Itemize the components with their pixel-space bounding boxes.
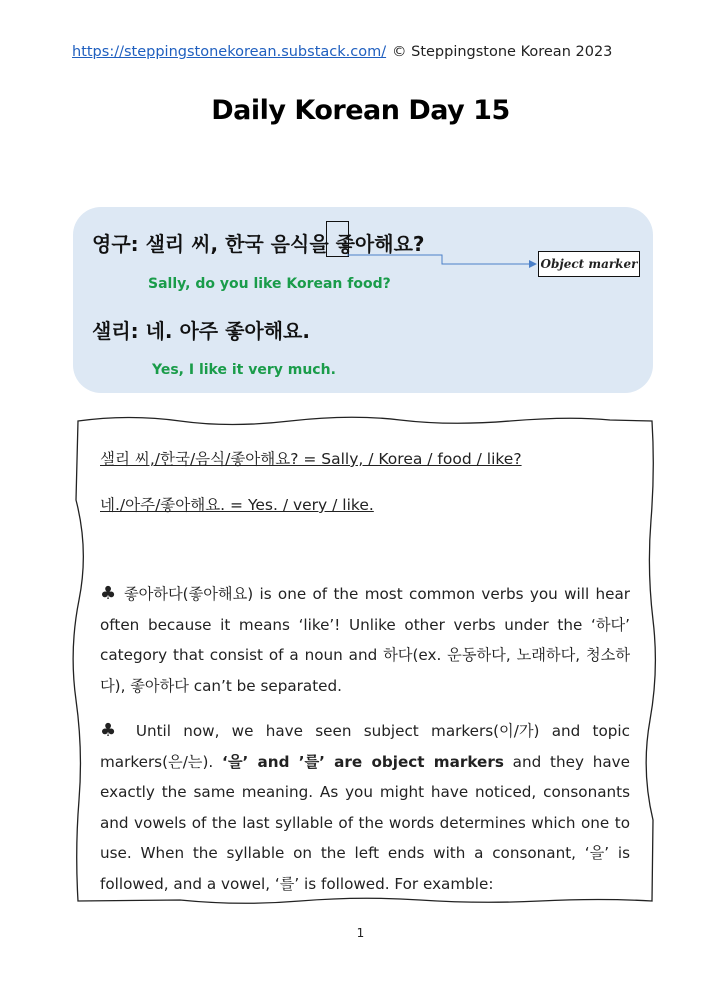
- paragraph-1-text: 좋아하다(좋아해요) is one of the most common verbs you will hear often because it means ‘like’! Unlike other verbs under the ‘하다’ category that consist of a noun and 하다(ex. 운동하다, 노래하다, 청소하다), 좋아하다 can’t be separated.: [100, 585, 631, 695]
- paragraph-2: [100, 716, 630, 899]
- dialogue-line2-english: Yes, I like it very much.: [152, 362, 336, 378]
- page-number: 1: [356, 926, 365, 940]
- paragraph-2-bold: ‘을’ and ’를’ are object markers: [222, 752, 504, 771]
- dialogue-line1-korean: 영구: 샐리 씨, 한국 음식을 좋아해요?: [92, 232, 425, 256]
- dialogue-line2-korean: 샐리: 네. 아주 좋아해요.: [92, 319, 310, 343]
- paragraph-1: [100, 579, 630, 701]
- substack-link[interactable]: https://steppingstonekorean.substack.com/: [72, 44, 387, 60]
- page-title: Daily Korean Day 15: [211, 95, 510, 126]
- club-icon: ♣: [100, 720, 124, 741]
- club-icon: ♣: [100, 583, 118, 604]
- breakdown-row2: 네./아주/좋아해요. = Yes. / very / like.: [100, 496, 374, 514]
- object-marker-label: Object marker: [538, 251, 640, 277]
- dialogue-line1-english: Sally, do you like Korean food?: [148, 276, 391, 292]
- paragraph-2-end: and they have exactly the same meaning. As you might have noticed, consonants and vowels of the last syllable of the words determines which one to use. When the syllable on the left ends with a consonant, ‘을’ is followed, and a vowel, ‘를’ is followed. For examble:: [100, 752, 631, 893]
- paragraph-2-start: Until now, we have seen subject markers(이/가) and topic markers(은/는).: [100, 722, 630, 771]
- copyright-text: © Steppingstone Korean 2023: [392, 44, 613, 60]
- breakdown-row1: 샐리 씨,/한국/음식/좋아해요? = Sally, / Korea / food / like?: [100, 450, 522, 468]
